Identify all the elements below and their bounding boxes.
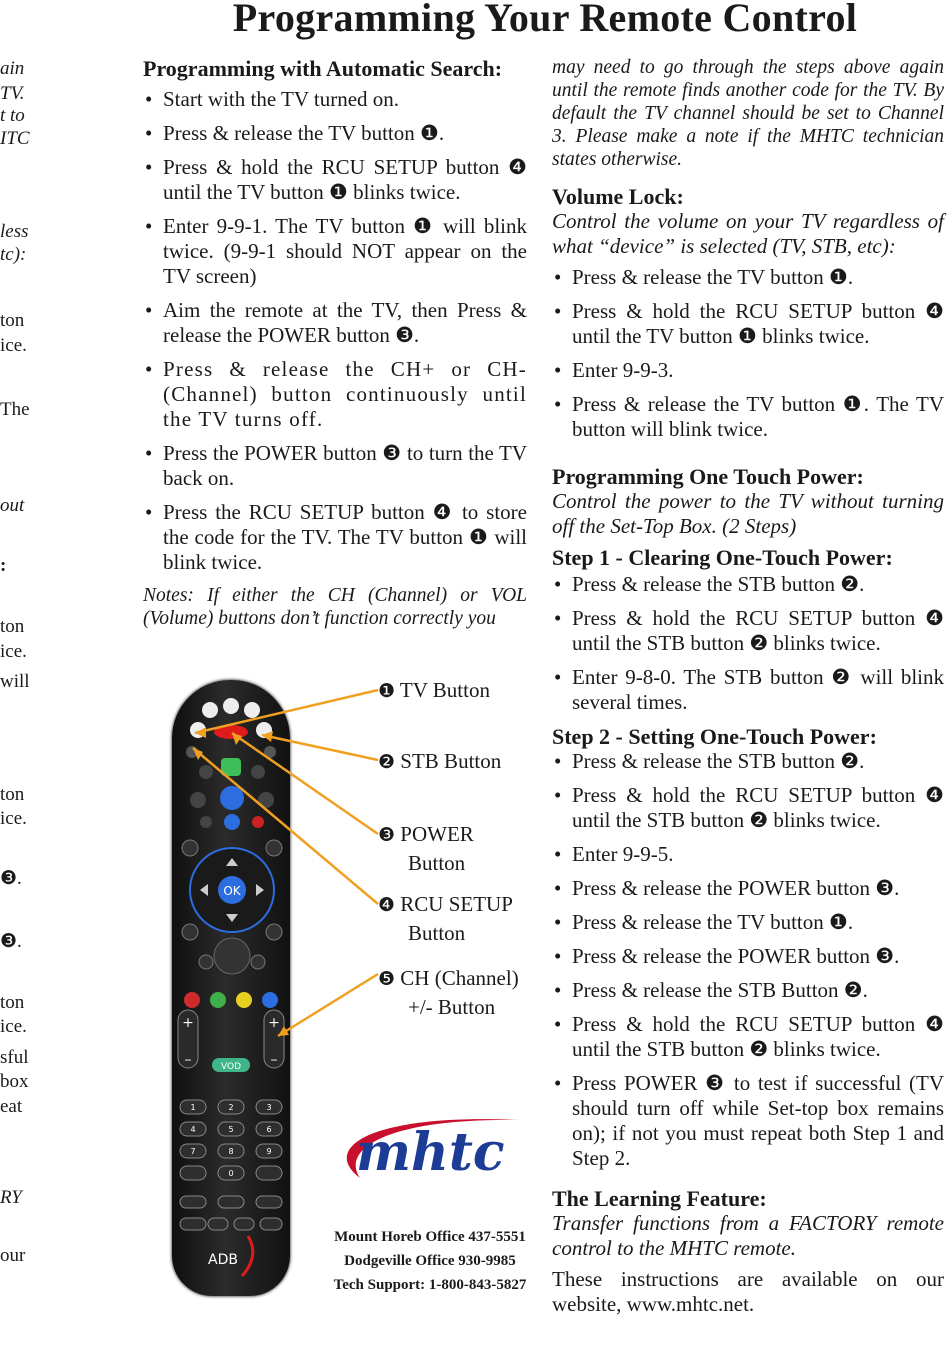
legend-label: RCU SETUP — [400, 892, 513, 916]
left-fragment: ice. — [0, 1016, 27, 1037]
legend-item-channel — [378, 964, 519, 1021]
number-three-icon: ❸ — [378, 824, 396, 846]
contact-line: Dodgeville Office 930-9985 — [344, 1253, 516, 1269]
list-item: • Press & release the STB Button ❷. — [552, 978, 944, 1003]
notes-text: Notes: If either the CH (Channel) or VOL (Volume) buttons don’t function correctly you — [143, 585, 527, 629]
learning-feature-text: These instructions are available on our website, www.mhtc.net. — [552, 1267, 944, 1316]
legend-item-power — [378, 820, 474, 877]
svg-text:7: 7 — [190, 1147, 196, 1156]
step2-heading: Step 2 - Setting One-Touch Power: — [552, 724, 877, 749]
list-item: • Press & hold the RCU SETUP button ❹ until the STB button ❷ blinks twice. — [552, 1012, 944, 1062]
list-item: • Press & release the STB button ❷. — [552, 749, 944, 774]
svg-text:–: – — [270, 1052, 278, 1068]
left-fragment: will — [0, 671, 30, 692]
svg-text:1: 1 — [190, 1103, 196, 1112]
list-item: • Aim the remote at the TV, then Press & release the POWER button ❸. — [143, 298, 527, 348]
list-item: • Press & release the TV button ❶. — [552, 265, 944, 290]
left-fragment: t to — [0, 105, 25, 126]
svg-text:6: 6 — [266, 1125, 272, 1134]
list-item: • Press & release the POWER button ❸. — [552, 944, 944, 969]
svg-text:3: 3 — [266, 1103, 272, 1112]
left-fragment: less — [0, 221, 29, 242]
list-item: • Press & hold the RCU SETUP button ❹ until the STB button ❷ blinks twice. — [552, 783, 944, 833]
contact-info — [330, 1225, 530, 1297]
left-fragment: box — [0, 1071, 29, 1092]
list-item: • Press & hold the RCU SETUP button ❹ until the TV button ❶ blinks twice. — [552, 299, 944, 349]
svg-text:9: 9 — [266, 1147, 272, 1156]
left-fragment: ITC — [0, 128, 30, 149]
svg-text:2: 2 — [228, 1103, 234, 1112]
legend-label: CH (Channel) — [400, 966, 519, 990]
left-fragment: out — [0, 495, 25, 516]
list-item: • Enter 9-9-3. — [552, 358, 944, 383]
list-item: • Press & release the TV button ❶. — [552, 910, 944, 935]
left-fragment: our — [0, 1245, 26, 1266]
number-five-icon: ❺ — [378, 968, 396, 990]
legend-label: TV Button — [399, 678, 490, 702]
svg-text:OK: OK — [223, 884, 241, 898]
number-one-icon: ❶ — [378, 680, 396, 702]
svg-text:VOD: VOD — [220, 1062, 242, 1072]
list-item: • Enter 9-9-1. The TV button ❶ will blink twice. (9-9-1 should NOT appear on the TV screen) — [143, 214, 527, 289]
volume-lock-heading: Volume Lock: — [552, 184, 684, 209]
left-fragment: ice. — [0, 808, 27, 829]
list-item: • Press & release the STB button ❷. — [552, 572, 944, 597]
left-fragment: The — [0, 399, 30, 420]
number-two-icon: ❷ — [378, 751, 396, 773]
left-fragment: TV. — [0, 83, 25, 104]
list-item: • Enter 9-8-0. The STB button ❷ will blink several times. — [552, 665, 944, 715]
mhtc-logo — [330, 1108, 530, 1188]
volume-lock-subtitle: Control the volume on your TV regardless of what “device” is selected (TV, STB, etc): — [552, 209, 944, 258]
list-item: • Start with the TV turned on. — [143, 87, 527, 112]
legend-item-stb — [378, 747, 501, 776]
legend-label: POWER — [400, 822, 474, 846]
list-item: • Press & release the POWER button ❸. — [552, 876, 944, 901]
continued-notes: may need to go through the steps above again until the remote finds another code for the TV. By default the TV channel should be set to Channel 3. Please make a note if the MHTC technician states otherwise. — [552, 57, 944, 170]
left-fragment: : — [0, 555, 7, 576]
svg-text:–: – — [184, 1052, 192, 1068]
auto-search-heading: Programming with Automatic Search: — [143, 56, 503, 81]
number-four-icon: ❹ — [378, 894, 396, 916]
left-fragment: tc): — [0, 244, 27, 265]
left-fragment: ain — [0, 58, 25, 79]
list-item: • Press POWER ❸ to test if successful (TV should turn off while Set-top box remains on); if not you must repeat both Step 1 and Step 2. — [552, 1071, 944, 1171]
one-touch-power-heading: Programming One Touch Power: — [552, 464, 864, 489]
left-fragment: ton — [0, 784, 25, 805]
left-fragment: ❸. — [0, 931, 22, 952]
step1-heading: Step 1 - Clearing One-Touch Power: — [552, 545, 893, 570]
left-fragment: ice. — [0, 335, 27, 356]
one-touch-power-subtitle: Control the power to the TV without turning off the Set-Top Box. (2 Steps) — [552, 489, 944, 538]
contact-line: Mount Horeb Office 437-5551 — [334, 1229, 526, 1245]
svg-text:+: + — [268, 1015, 280, 1031]
svg-text:+: + — [182, 1015, 194, 1031]
left-fragment: ton — [0, 992, 25, 1013]
learning-feature-subtitle: Transfer functions from a FACTORY remote control to the MHTC remote. — [552, 1211, 944, 1260]
list-item: • Press & hold the RCU SETUP button ❹ until the TV button ❶ blinks twice. — [143, 155, 527, 205]
legend-item-rcu-setup — [378, 890, 513, 947]
list-item: • Press & hold the RCU SETUP button ❹ until the STB button ❷ blinks twice. — [552, 606, 944, 656]
left-fragment: sful — [0, 1047, 29, 1068]
svg-text:0: 0 — [228, 1169, 234, 1178]
left-fragment: ton — [0, 616, 25, 637]
page-title: Programming Your Remote Control — [232, 0, 858, 40]
legend-label-line2: +/- Button — [408, 995, 496, 1019]
contact-line: Tech Support: 1-800-843-5827 — [333, 1277, 527, 1293]
list-item: • Press & release the TV button ❶. The TV button will blink twice. — [552, 392, 944, 442]
left-fragment: RY — [0, 1187, 22, 1208]
svg-text:5: 5 — [228, 1125, 234, 1134]
svg-text:4: 4 — [190, 1125, 196, 1134]
list-item: • Enter 9-9-5. — [552, 842, 944, 867]
list-item: • Press the RCU SETUP button ❹ to store the code for the TV. The TV button ❶ will blink twice. — [143, 500, 527, 575]
left-fragment: ice. — [0, 641, 27, 662]
left-fragment: ton — [0, 310, 25, 331]
list-item: • Press & release the CH+ or CH- (Channel) button continuously until the TV turns off. — [143, 357, 527, 432]
list-item: • Press & release the TV button ❶. — [143, 121, 527, 146]
legend-item-tv — [378, 676, 490, 705]
left-fragment: ❸. — [0, 868, 22, 889]
logo-text: mhtc — [356, 1122, 505, 1183]
legend-label-line2: Button — [408, 921, 466, 945]
remote-brand: ADB — [208, 1252, 238, 1268]
legend-label-line2: Button — [408, 851, 466, 875]
learning-feature-heading: The Learning Feature: — [552, 1186, 767, 1211]
svg-text:8: 8 — [228, 1147, 234, 1156]
left-fragment: eat — [0, 1096, 23, 1117]
legend-label: STB Button — [400, 749, 502, 773]
list-item: • Press the POWER button ❸ to turn the TV back on. — [143, 441, 527, 491]
